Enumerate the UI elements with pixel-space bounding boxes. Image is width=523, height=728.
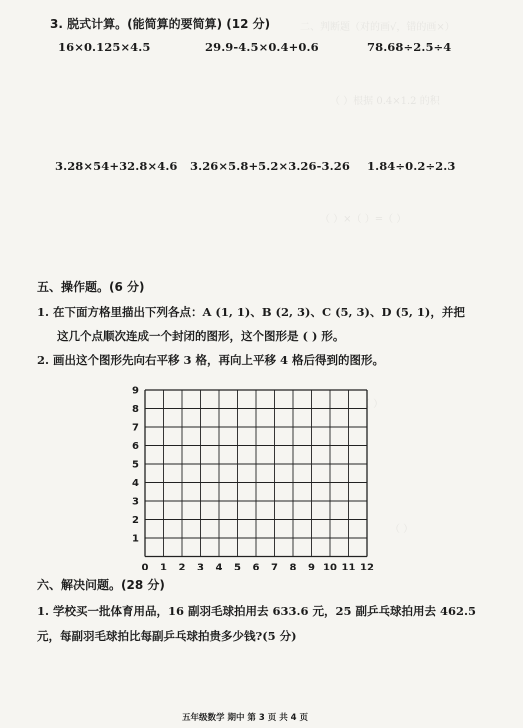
bleed-through: （ ） (390, 524, 414, 535)
y-tick-label: 8 (132, 404, 139, 415)
y-tick-label: 5 (132, 459, 139, 471)
bleed-through: 二、判断题（对的画√，错的画×） (300, 22, 455, 33)
y-tick-label: 7 (132, 422, 139, 434)
ops-question-2: 2. 画出这个图形先向右平移 3 格，再向上平移 4 格后得到的图形。 (37, 353, 385, 367)
solve-question-1-line-1: 1. 学校买一批体育用品，16 副羽毛球拍用去 633.6 元，25 副乒乓球拍用去 462.5 (37, 604, 477, 618)
solve-question-1-line-2: 元，每副羽毛球拍比每副乒乓球拍贵多少钱?(5 分) (37, 629, 297, 643)
x-tick-label: 3 (197, 562, 204, 570)
x-tick-label: 2 (178, 562, 186, 570)
x-tick-label: 0 (141, 562, 149, 570)
y-tick-label: 3 (132, 496, 139, 508)
page-footer: 五年级数学 期中 第 3 页 共 4 页 (182, 713, 309, 723)
ops-question-1-line-2: 这几个点顺次连成一个封闭的图形，这个图形是 ( ) 形。 (57, 329, 345, 343)
bleed-through: （ ） (360, 399, 384, 410)
calc-expression: 29.9-4.5×0.4+0.6 (205, 40, 319, 54)
y-tick-label: 6 (132, 441, 139, 452)
x-tick-label: 12 (360, 562, 374, 570)
x-tick-label: 1 (160, 562, 167, 570)
y-tick-label: 4 (132, 478, 139, 489)
bleed-through: （ ）×（ ）=（ ） (320, 214, 407, 225)
ops-section-title: 五、操作题。(6 分) (37, 280, 145, 294)
x-tick-label: 8 (289, 562, 297, 570)
calc-expression: 3.26×5.8+5.2×3.26-3.26 (190, 159, 350, 173)
coordinate-grid (126, 384, 388, 570)
y-tick-label: 1 (132, 533, 139, 545)
calc-expression: 1.84÷0.2÷2.3 (367, 159, 456, 173)
x-tick-label: 5 (234, 562, 241, 570)
x-tick-label: 4 (215, 562, 223, 570)
ops-question-1-line-1: 1. 在下面方格里描出下列各点：A (1, 1)、B (2, 3)、C (5, 3)、D (5, 1)，并把 (37, 305, 465, 319)
x-tick-label: 11 (341, 562, 356, 570)
y-tick-label: 9 (132, 385, 139, 397)
calc-expression: 3.28×54+32.8×4.6 (55, 159, 178, 173)
solve-section-title: 六、解决问题。(28 分) (37, 578, 165, 592)
bleed-through: （ ）根据 0.4×1.2 的积 (330, 96, 440, 107)
calc-expression: 78.68÷2.5÷4 (367, 40, 452, 54)
x-tick-label: 10 (323, 562, 337, 570)
y-tick-label: 2 (132, 515, 139, 526)
x-tick-label: 7 (271, 562, 278, 570)
x-tick-label: 9 (308, 562, 315, 570)
calc-expression: 16×0.125×4.5 (58, 40, 151, 54)
calc-section-title: 3. 脱式计算。(能简算的要简算) (12 分) (50, 17, 271, 31)
x-tick-label: 6 (252, 562, 260, 570)
